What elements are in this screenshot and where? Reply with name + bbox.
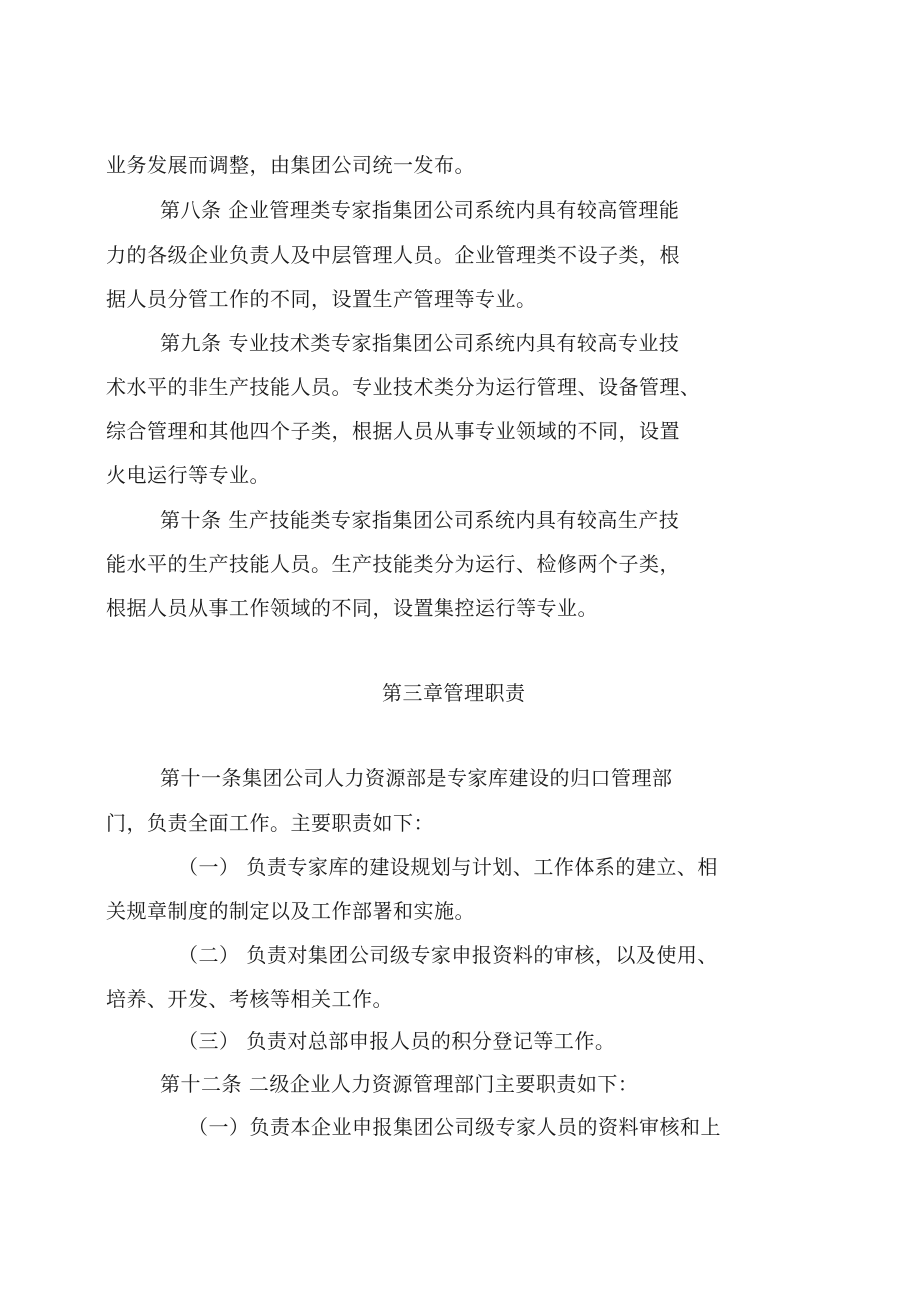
text-line: 力的各级企业负责人及中层管理人员。企业管理类不设子类，根 [106, 243, 680, 267]
list-item-3: （三） 负责对总部申报人员的积分登记等工作。 [178, 1029, 616, 1053]
article-8-line-1: 第八条 企业管理类专家指集团公司系统内具有较高管理能 [160, 198, 680, 222]
list-item-line: （一）负责本企业申报集团公司级专家人员的资料审核和上 [188, 1115, 721, 1139]
list-item-2-line-1: （二） 负责对集团公司级专家申报资料的审核，以及使用、 [178, 943, 718, 967]
text-line: 术水平的非生产技能人员。专业技术类分为运行管理、设备管理、 [106, 375, 701, 399]
chapter-heading: 第三章管理职责 [382, 681, 526, 705]
text-line: 关规章制度的制定以及工作部署和实施。 [106, 899, 475, 923]
text-line: 火电运行等专业。 [106, 463, 270, 487]
text-line: 据人员分管工作的不同，设置生产管理等专业。 [106, 287, 537, 311]
text-line: 培养、开发、考核等相关工作。 [106, 987, 393, 1011]
text-line: 能水平的生产技能人员。生产技能类分为运行、检修两个子类， [106, 552, 680, 576]
article-9-line-1: 第九条 专业技术类专家指集团公司系统内具有较高专业技 [160, 331, 680, 355]
text-line: 门，负责全面工作。主要职责如下： [106, 811, 434, 835]
article-12-line-1: 第十二条 二级企业人力资源管理部门主要职责如下： [160, 1072, 639, 1096]
article-10-line-1: 第十条 生产技能类专家指集团公司系统内具有较高生产技 [160, 508, 680, 532]
text-line: 综合管理和其他四个子类，根据人员从事专业领域的不同，设置 [106, 419, 680, 443]
text-line: 业务发展而调整，由集团公司统一发布。 [106, 153, 475, 177]
article-11-line-1: 第十一条集团公司人力资源部是专家库建设的归口管理部 [160, 766, 673, 790]
text-line: 根据人员从事工作领域的不同，设置集控运行等专业。 [106, 596, 598, 620]
list-item-1-line-1: （一） 负责专家库的建设规划与计划、工作体系的建立、相 [178, 855, 718, 879]
